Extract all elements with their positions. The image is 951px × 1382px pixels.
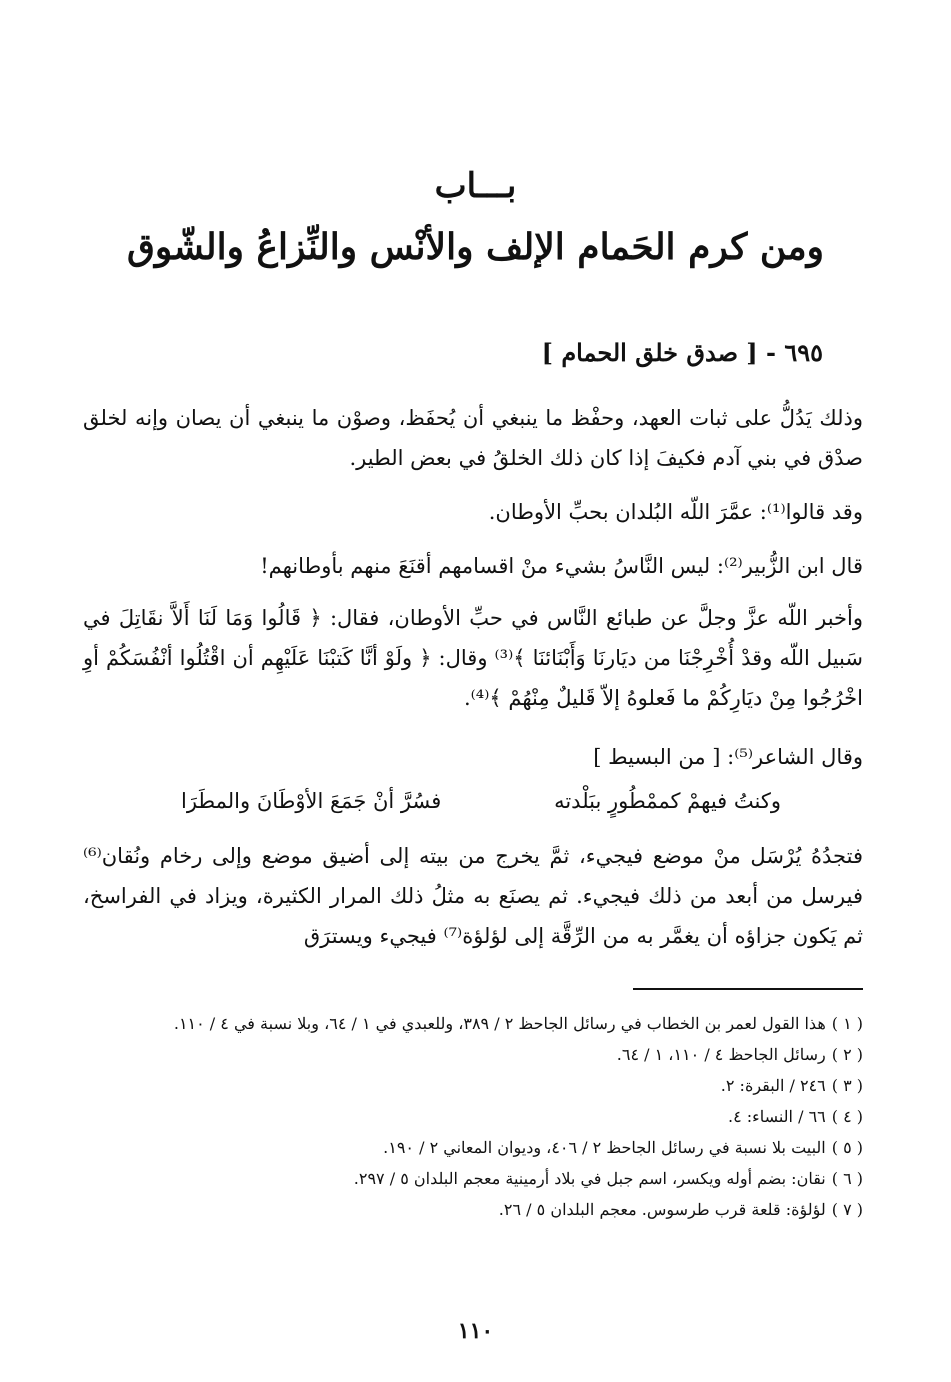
footnote-text: هذا القول لعمر بن الخطاب في رسائل الجاحظ ٢ / ٣٨٩، وللعبدي في ١ / ٦٤، وبلا نسبة في ٤ / ١١٠. [173, 1014, 826, 1033]
footnote-number: ( ٧ ) [831, 1200, 863, 1219]
footnote-number: ( ٣ ) [831, 1076, 863, 1095]
footnotes [83, 1008, 863, 1225]
footnote-text: ٦٦ / النساء: ٤. [728, 1107, 826, 1126]
footnote-number: ( ٦ ) [831, 1169, 863, 1188]
footnote [83, 1008, 863, 1039]
paragraph-6: فتجدُهُ يُرْسَل منْ موضع فيجيء، ثمَّ يخرج من بيته إلى أضيق موضع وإلى رخام ونُقان⁽⁶⁾ فيرسل من أبعد من ذلك فيجيء. ثم يصنَع به مثلُ ذلك المرار الكثيرة، ويزاد في الفراسخ، ثم يَكون جزاؤه أن يغمَّر به من الرِّقَّة إلى لؤلؤة⁽⁷⁾ فيجيء ويسترَق [83, 844, 863, 948]
verse-second-hemistich: فسُرَّ أنْ جَمَعَ الأوْطَانَ والمطَرَا [181, 789, 442, 813]
footnote-number: ( ٢ ) [831, 1045, 863, 1064]
footnote-divider [633, 988, 863, 990]
paragraph-5: وقال الشاعر⁽⁵⁾: [ من البسيط ] [593, 745, 863, 769]
footnote [83, 1039, 863, 1070]
footnote [83, 1070, 863, 1101]
poem-verse [181, 786, 781, 816]
footnote-text: نقان: بضم أوله ويكسر، اسم جبل في بلاد أرمينية معجم البلدان ٥ / ٢٩٧. [353, 1169, 826, 1188]
footnote [83, 1163, 863, 1194]
paragraph-2: وقد قالوا⁽¹⁾: عمَّرَ اللّه البُلدان بحبِّ الأوطان. [488, 500, 863, 524]
footnote [83, 1132, 863, 1163]
paragraph-3: قال ابن الزُّبير⁽²⁾: ليس النَّاسُ بشيء منْ اقسامهم أقنَعَ منهم بأوطانهم! [260, 554, 863, 578]
footnote-number: ( ١ ) [831, 1014, 863, 1033]
footnote-number: ( ٥ ) [831, 1138, 863, 1157]
chapter-title: ومن كرم الحَمام الإلف والأنْس والنِّزاعُ والشّوق [126, 226, 824, 268]
section-heading: ٦٩٥ - [ صدق خلق الحمام ] [541, 338, 823, 367]
chapter-label: بـــاب [434, 166, 517, 206]
footnote-text: ٢٤٦ / البقرة: ٢. [720, 1076, 826, 1095]
footnote-text: البيت بلا نسبة في رسائل الجاحظ ٢ / ٤٠٦، وديوان المعاني ٢ / ١٩٠. [383, 1138, 826, 1157]
footnote-text: لؤلؤة: قلعة قرب طرسوس. معجم البلدان ٥ / ٢٦. [498, 1200, 826, 1219]
verse-first-hemistich: وكنتُ فيهمْ كممْطُورٍ ببَلْدته [554, 789, 781, 813]
footnote [83, 1101, 863, 1132]
paragraph-4: وأخبر اللّه عزَّ وجلَّ عن طبائع النَّاس في حبِّ الأوطان، فقال: ﴿ قَالُوا وَمَا لَنَا أَلاَّ نقَاتِلَ في سَبيل اللّه وقدْ أُخْرِجْنَا من ديَارنَا وَأَبْنَائنَا ﴾⁽³⁾ وقال: ﴿ ولَوْ أنَّا كَتبْنَا عَلَيْهِم أن اقْتُلُوا أنْفُسَكُمْ أوِ اخْرُجُوا مِنْ ديَارِكُمْ ما فَعلوهُ إلاّ قَليلٌ مِنْهُمْ ﴾⁽⁴⁾. [83, 606, 863, 710]
page-number: ١١٠ [457, 1318, 494, 1344]
paragraph-1: وذلك يَدُلُّ على ثبات العهد، وحفْظ ما ينبغي أن يُحفَظ، وصوْن ما ينبغي أن يصان وإنه لخلق صدْق في بني آدم فكيفَ إذا كان ذلك الخلقُ في بعض الطير. [83, 406, 863, 470]
footnote-number: ( ٤ ) [831, 1107, 863, 1126]
footnote [83, 1194, 863, 1225]
footnote-text: رسائل الجاحظ ٤ / ١١٠، ١ / ٦٤. [616, 1045, 826, 1064]
